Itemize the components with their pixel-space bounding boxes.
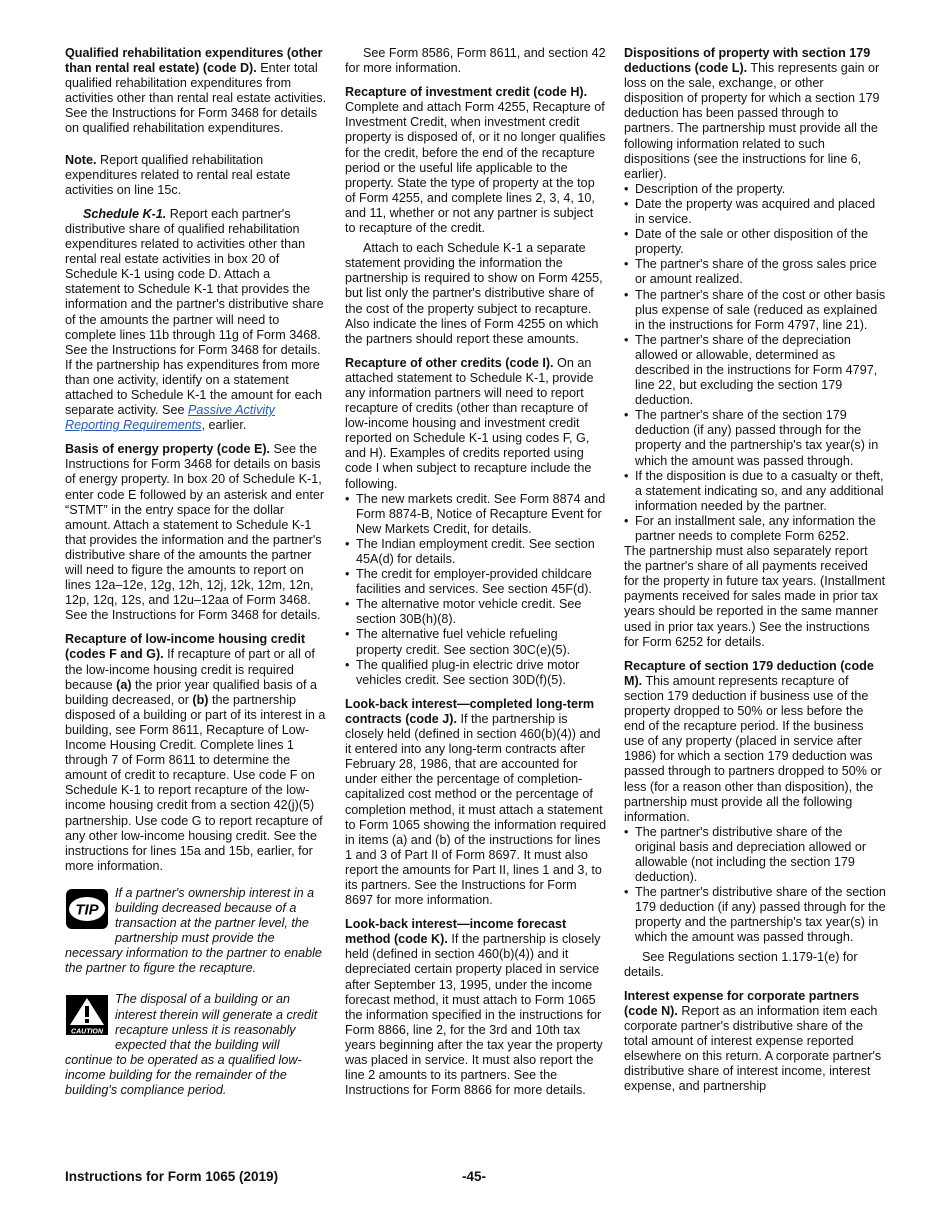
tip-label: TIP bbox=[75, 901, 99, 919]
footer-form-title: Instructions for Form 1065 (2019) bbox=[65, 1169, 279, 1184]
paragraph-code-i: Recapture of other credits (code I). On an attached statement to Schedule K-1, provide any information partners will need to report recapture of credits (other than recapture of low-income housing and investment credit reported on Schedule K-1 using codes F, G, and H). Examples of credits reported using code I when subject to recapture include the following. bbox=[345, 355, 594, 491]
tip-icon bbox=[65, 888, 109, 930]
page-number: -45- bbox=[462, 1169, 487, 1184]
heading-code-d: Qualified rehabilitation expenditures (other than rental real estate) (code D). bbox=[65, 46, 323, 76]
list-item: • The credit for employer-provided childcare facilities and services. See section 45F(d). bbox=[345, 567, 607, 597]
list-item: • The partner's distributive share of the section 179 deduction (if any) passed through for the property and the partnership's tax year(s) in which the amount was passed through. bbox=[624, 885, 886, 945]
see-form-8586-paragraph: See Form 8586, Form 8611, and section 42 for more information. bbox=[345, 46, 606, 76]
note-paragraph: Note. Report qualified rehabilitation expenditures related to rental real estate activities on line 15c. bbox=[65, 152, 291, 197]
paragraph-code-h: Recapture of investment credit (code H). Complete and attach Form 4255, Recapture of Investment Credit, when investment credit property is disposed of, or it no longer qualifies for the credit, before the end of the recapture period or the useful life applicable to the property. State the type of property at the top of Form 4255, and complete lines 2, 3, 4, 10, and 11, whether or not any partner is subject to recapture of the credit. bbox=[345, 85, 606, 236]
heading-code-k: Look-back interest—income forecast method (code K). bbox=[345, 917, 567, 947]
paragraph-code-k: Look-back interest—income forecast method (code K). If the partnership is closely held (defined in section 460(b)(4)) and it depreciated certain property placed in service after September 13, 1995, under the income forecast method, it must attach to Form 1065 the information specified in the instructions for Form 8866, line 2, for the 3rd and 10th tax years beginning after the tax year the property was placed in service. It must also report the line 2 amounts to its partners. See the Instructions for Form 8866 for more details. bbox=[345, 917, 603, 1098]
schedule-k1-paragraph: Schedule K-1. Report each partner's distributive share of qualified rehabilitation expenditures related to activities other than rental real estate activities in box 20 of Schedule K-1 using code D. Attach a statement to Schedule K-1 that provides the information and the partner's distributive share of the amounts the partner will need to complete lines 11b through 11g of Form 3468. See the Instructions for Form 3468 for details. If the partnership has expenditures from more than one activity, identify on a statement attached to Schedule K-1 the amount for each separate activity. See Passive Activity Reporting Requirements, earlier. bbox=[65, 206, 324, 433]
code-i-bullet-list bbox=[345, 492, 607, 688]
schedule-k1-label: Schedule K-1. bbox=[83, 206, 167, 221]
heading-code-i: Recapture of other credits (code I). bbox=[345, 355, 554, 370]
code-l-bullet-list bbox=[624, 182, 886, 650]
list-item: • Date the property was acquired and placed in service. bbox=[624, 197, 886, 227]
list-item: • The Indian employment credit. See section 45A(d) for details. bbox=[345, 537, 607, 567]
list-item: • The partner's share of the cost or other basis plus expense of sale (reduced as explained in the instructions for Form 4797, line 21). bbox=[624, 288, 886, 333]
column-2 bbox=[345, 46, 607, 1107]
passive-activity-link[interactable]: Passive Activity Reporting Requirements bbox=[65, 403, 275, 433]
caution-label: CAUTION bbox=[71, 1028, 103, 1036]
list-item: • The partner's share of the section 179 deduction (if any) passed through for the property and the partnership's tax year(s) in which the amount was passed through. bbox=[624, 408, 886, 468]
heading-code-j: Look-back interest—completed long-term contracts (code J). bbox=[345, 696, 595, 726]
caution-text: The disposal of a building or an interest therein will generate a credit recapture unless it is reasonably expected that the building will continue to be operated as a qualified low-income building for the remainder of the building's compliance period. bbox=[65, 992, 318, 1097]
heading-code-n: Interest expense for corporate partners (code N). bbox=[624, 988, 860, 1018]
list-item: • For an installment sale, any information the partner needs to complete Form 6252. bbox=[624, 514, 886, 544]
list-item: • The partner's share of the gross sales price or amount realized. bbox=[624, 257, 886, 287]
heading-code-m: Recapture of section 179 deduction (code M). bbox=[624, 658, 874, 688]
heading-code-l: Dispositions of property with section 179 deductions (code L). bbox=[624, 46, 871, 76]
paragraph-code-n: Interest expense for corporate partners (code N). Report as an information item each corporate partner's distributive share of the total amount of interest expense reported elsewhere on this return. A corporate partner's distributive share of interest income, interest expense, and partnership bbox=[624, 988, 882, 1094]
list-item: • The new markets credit. See Form 8874 and Form 8874-B, Notice of Recapture Event for New Markets Credit, for details. bbox=[345, 492, 607, 537]
paragraph-code-j: Look-back interest—completed long-term contracts (code J). If the partnership is closely held (defined in section 460(b)(4)) and it entered into any long-term contracts after February 28, 1986, that are accounted for under either the percentage of completion-capitalized cost method or the percentage of completion method, it must attach a statement to Form 1065 showing the information required in items (a) and (b) of the instructions for lines 1 and 3 of Part II of Form 8697. It must also report the amounts for Part II, lines 1 and 3, to its partners. See the Instructions for Form 8697 for more information. bbox=[345, 696, 607, 908]
paragraph-code-h-attach: Attach to each Schedule K-1 a separate statement providing the information the partnership is required to show on Form 4255, but list only the partner's distributive share of the cost of the property subject to recapture. Also indicate the lines of Form 4255 on which the partners should report these amounts. bbox=[345, 241, 603, 346]
caution-note bbox=[65, 992, 327, 1098]
regulations-paragraph: See Regulations section 1.179-1(e) for details. bbox=[624, 949, 858, 979]
paragraph-code-m: Recapture of section 179 deduction (code M). This amount represents recapture of section 179 deduction if business use of the property dropped to 50% or less before the end of the recapture period. If the business use of any property (placed in service after 1986) for which a section 179 deduction was passed through to partners dropped to 50% or less (for a reason other than disposition), the partnership must provide all the following information. bbox=[624, 658, 882, 824]
list-item: • The partner's distributive share of the original basis and depreciation allowed or allowable (not including the section 179 deduction). bbox=[624, 825, 886, 885]
list-item: • The partner's share of the depreciation allowed or allowable, determined as described in the instructions for Form 4797, line 22, but excluding the section 179 deduction. bbox=[624, 333, 886, 408]
heading-codes-f-g: Recapture of low-income housing credit (codes F and G). bbox=[65, 632, 306, 662]
list-item: • Date of the sale or other disposition of the property. bbox=[624, 227, 886, 257]
list-item: • The alternative fuel vehicle refueling property credit. See section 30C(e)(5). bbox=[345, 627, 607, 657]
paragraph-code-e: Basis of energy property (code E). See the Instructions for Form 3468 for details on basis of energy property. In box 20 of Schedule K-1, enter code E followed by an asterisk and enter “STMT” in the entry space for the dollar amount. Attach a statement to Schedule K-1 that provides the information and the partner's distributive share of the amounts the partner will need to figure the amounts to report on lines 12a–12e, 12g, 12h, 12j, 12k, 12m, 12n, 12p, 12q, 12s, and 12u–12aa of Form 3468. See the Instructions for Form 3468 for details. bbox=[65, 442, 325, 623]
caution-icon bbox=[65, 994, 109, 1036]
list-item: • The qualified plug-in electric drive motor vehicles credit. See section 30D(f)(5). bbox=[345, 658, 607, 688]
paragraph-codes-f-g: Recapture of low-income housing credit (codes F and G). If recapture of part or all of the low-income housing credit is required because (a) the prior year qualified basis of a building decreased, or (b) the partnership disposed of a building or part of its interest in a building, see Form 8611, Recapture of Low-Income Housing Credit. Complete lines 1 through 7 of Form 8611 to determine the amount of credit to recapture. Use code F on Schedule K-1 to report recapture of the low-income housing credit from a section 42(j)(5) partnership. Use code G to report recapture of any other low-income housing credit. See the instructions for lines 15a and 15b, earlier, for more information. bbox=[65, 632, 326, 873]
list-item: • Description of the property. bbox=[624, 182, 886, 197]
heading-code-e: Basis of energy property (code E). bbox=[65, 442, 271, 457]
column-1 bbox=[65, 46, 327, 1110]
tip-note bbox=[65, 886, 327, 977]
tip-text: If a partner's ownership interest in a building decreased because of a transaction at the partner level, the partnership must provide the necessary information to the partner to enable the partner to figure the recapture. bbox=[65, 885, 322, 976]
list-item: • If the disposition is due to a casualty or theft, a statement indicating so, and any additional information needed by the partner. bbox=[624, 469, 886, 514]
paragraph-code-d: Qualified rehabilitation expenditures (other than rental real estate) (code D). Enter total qualified rehabilitation expenditures from activities other than rental real estate activities. See the Instructions for Form 3468 for details on qualified rehabilitation expenditures. bbox=[65, 46, 327, 136]
installment-continuation: The partnership must also separately report the partner's share of all payments received for the property in future tax years. (Installment payments received for sales made in prior tax years should be reported in the same manner used in prior tax years.) See the instructions for Form 6252 for details. bbox=[624, 544, 886, 649]
column-3 bbox=[624, 46, 886, 1103]
paragraph-code-l: Dispositions of property with section 179 deductions (code L). This represents gain or loss on the sale, exchange, or other disposition of property for which a section 179 deduction has been passed through to partners. The partnership must provide all the following information related to such dispositions (see the instructions for line 6, earlier). bbox=[624, 46, 880, 181]
heading-code-h: Recapture of investment credit (code H). bbox=[345, 85, 588, 100]
note-label: Note. bbox=[65, 152, 97, 167]
code-m-bullet-list bbox=[624, 825, 886, 946]
list-item: • The alternative motor vehicle credit. See section 30B(h)(8). bbox=[345, 597, 607, 627]
